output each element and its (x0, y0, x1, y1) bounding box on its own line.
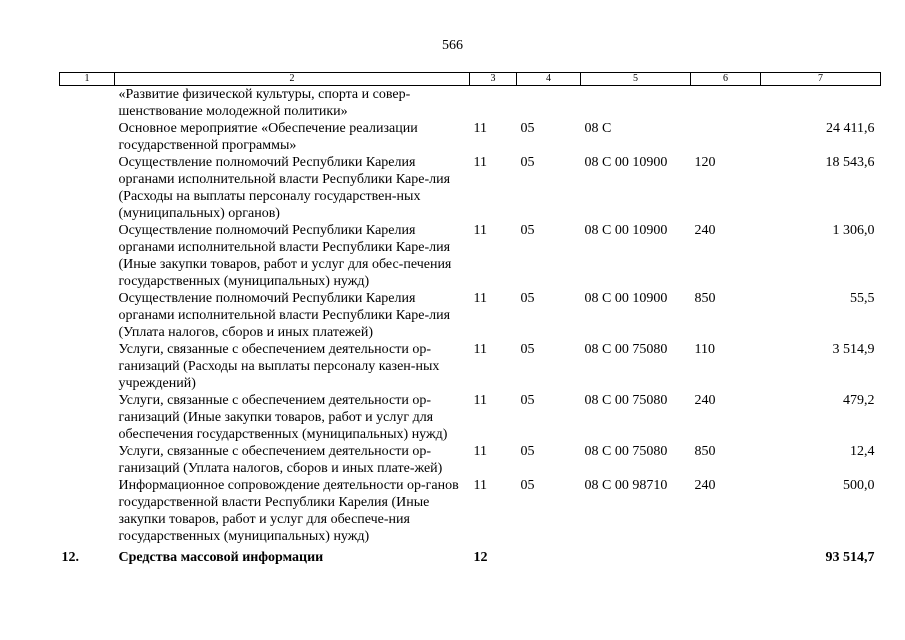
row-expense: 240 (694, 478, 716, 493)
table-row (60, 120, 881, 154)
row-sum: 18 543,6 (825, 155, 875, 170)
row-subsection: 05 (520, 121, 535, 136)
table-row (60, 154, 881, 222)
row-number (60, 341, 115, 392)
row-subsection: 05 (520, 155, 535, 170)
row-section: 11 (473, 223, 487, 238)
total-row-number: 12. (61, 550, 79, 565)
row-expense (691, 120, 761, 154)
table-header (60, 73, 881, 86)
table-row (60, 477, 881, 545)
total-row-section: 12 (473, 550, 488, 565)
row-name: Осуществление полномочий Республики Карелия органами исполнительной власти Республики Каре-лия (Иные закупки товаров, работ и услуг для обес-печения государственных (муниципальных) нужд) (118, 223, 452, 289)
row-number (60, 477, 115, 545)
column-header: 7 (761, 73, 881, 86)
row-target: 08 С 00 75080 (584, 342, 668, 357)
row-section: 11 (473, 478, 487, 493)
row-section: 11 (473, 444, 487, 459)
row-target: 08 С 00 75080 (584, 393, 668, 408)
row-sum: 479,2 (843, 393, 875, 408)
row-target: 08 С 00 98710 (584, 478, 668, 493)
total-row-expense (691, 545, 761, 566)
row-name: Информационное сопровождение деятельности ор-ганов государственной власти Республики Карелия (Иные закупки товаров, работ и услуг для обеспече-ния государственных (муниципальных) нужд) (118, 478, 459, 544)
row-subsection: 05 (520, 342, 535, 357)
budget-table (59, 72, 881, 566)
row-sum: 500,0 (843, 478, 875, 493)
row-target: 08 С 00 10900 (584, 291, 668, 306)
row-expense: 240 (694, 393, 716, 408)
row-target: 08 С 00 10900 (584, 155, 668, 170)
column-header: 2 (115, 73, 470, 86)
row-number (60, 86, 115, 121)
row-sum: 55,5 (850, 291, 875, 306)
row-sum: 24 411,6 (826, 121, 875, 136)
column-header: 3 (470, 73, 517, 86)
table-row (60, 86, 881, 121)
row-number (60, 443, 115, 477)
row-expense: 850 (694, 291, 716, 306)
column-header: 1 (60, 73, 115, 86)
row-target: 08 С (584, 121, 612, 136)
row-expense: 120 (694, 155, 716, 170)
row-sum: 1 306,0 (832, 223, 875, 238)
row-subsection (517, 86, 581, 121)
row-target: 08 С 00 75080 (584, 444, 668, 459)
row-number (60, 154, 115, 222)
row-section: 11 (473, 121, 487, 136)
row-subsection: 05 (520, 444, 535, 459)
table-row (60, 222, 881, 290)
row-name: Основное мероприятие «Обеспечение реализации государственной программы» (118, 121, 418, 153)
table-row (60, 341, 881, 392)
row-section (470, 86, 517, 121)
page-number: 566 (442, 38, 463, 53)
table-row (60, 443, 881, 477)
row-name: Осуществление полномочий Республики Карелия органами исполнительной власти Республики Каре-лия (Уплата налогов, сборов и иных платежей) (118, 291, 451, 340)
table-row (60, 392, 881, 443)
row-number (60, 222, 115, 290)
row-number (60, 290, 115, 341)
row-sum: 12,4 (850, 444, 875, 459)
total-row-subsection (517, 545, 581, 566)
row-target (581, 86, 691, 121)
total-row-name: Средства массовой информации (118, 550, 324, 565)
row-name: «Развитие физической культуры, спорта и совер-шенствование молодежной политики» (118, 87, 411, 119)
row-number (60, 120, 115, 154)
row-name: Услуги, связанные с обеспечением деятельности ор-ганизаций (Расходы на выплаты персоналу казен-ных учреждений) (118, 342, 440, 391)
total-row (60, 545, 881, 566)
row-section: 11 (473, 291, 487, 306)
row-section: 11 (473, 155, 487, 170)
column-header: 4 (517, 73, 581, 86)
total-row-sum: 93 514,7 (825, 550, 875, 565)
column-header: 6 (691, 73, 761, 86)
row-subsection: 05 (520, 393, 535, 408)
row-subsection: 05 (520, 223, 535, 238)
row-expense: 850 (694, 444, 716, 459)
column-header: 5 (581, 73, 691, 86)
row-expense: 240 (694, 223, 716, 238)
row-subsection: 05 (520, 291, 535, 306)
row-subsection: 05 (520, 478, 535, 493)
row-sum (761, 86, 881, 121)
row-name: Осуществление полномочий Республики Карелия органами исполнительной власти Республики Каре-лия (Расходы на выплаты персоналу государствен-ных (муниципальных) органов) (118, 155, 451, 221)
table-row (60, 290, 881, 341)
row-section: 11 (473, 342, 487, 357)
total-row-target (581, 545, 691, 566)
row-section: 11 (473, 393, 487, 408)
row-sum: 3 514,9 (832, 342, 875, 357)
row-name: Услуги, связанные с обеспечением деятельности ор-ганизаций (Иные закупки товаров, работ и услуг для обеспечения государственных (муниципальных) нужд) (118, 393, 448, 442)
row-expense (691, 86, 761, 121)
row-target: 08 С 00 10900 (584, 223, 668, 238)
row-number (60, 392, 115, 443)
row-expense: 110 (694, 342, 715, 357)
row-name: Услуги, связанные с обеспечением деятельности ор-ганизаций (Уплата налогов, сборов и иных плате-жей) (118, 444, 443, 476)
table-body (60, 86, 881, 567)
